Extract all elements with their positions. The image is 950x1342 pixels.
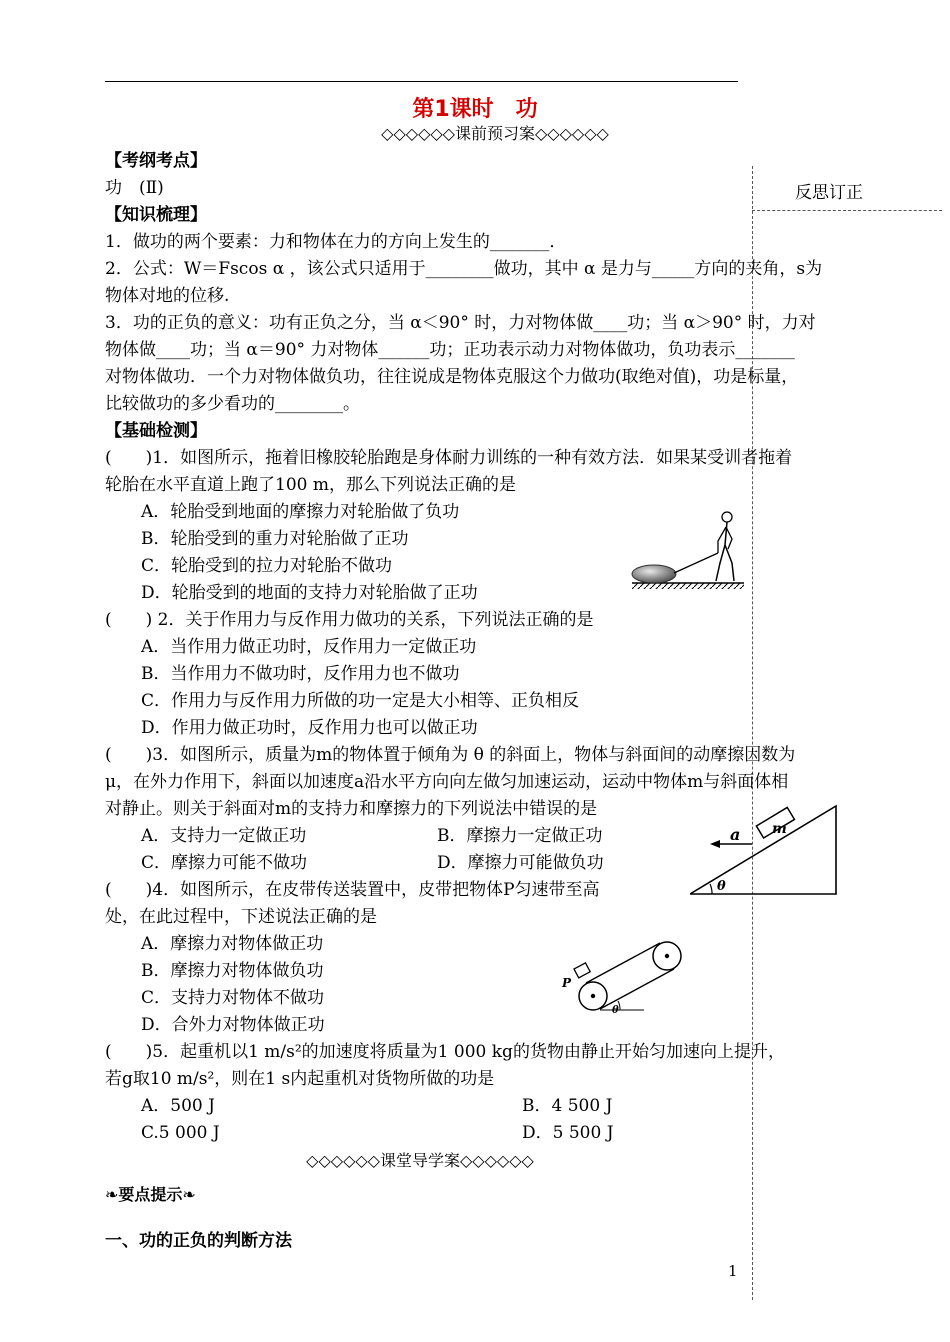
leaf-left-icon: ❧ bbox=[105, 1185, 119, 1204]
knowledge-3b: 物体做____功；当 α＝90° 力对物体______功；正功表示动力对物体做功，负功表示_______ bbox=[105, 340, 795, 360]
conveyor-angle-label: θ bbox=[612, 1005, 619, 1016]
q4-option-d: D．合外力对物体做正功 bbox=[141, 1015, 325, 1035]
q4-stem-b: 处，在此过程中，下述说法正确的是 bbox=[105, 907, 377, 927]
q4-option-b: B．摩擦力对物体做负功 bbox=[141, 961, 324, 981]
in-class-banner: ◇◇◇◇◇◇课堂导学案◇◇◇◇◇◇ bbox=[306, 1151, 534, 1170]
q4-stem-a: ( )4．如图所示，在皮带传送装置中，皮带把物体P匀速带至高 bbox=[105, 880, 600, 900]
q3-stem-c: 对静止。则关于斜面对m的支持力和摩擦力的下列说法中错误的是 bbox=[105, 799, 598, 819]
pre-class-banner: ◇◇◇◇◇◇课前预习案◇◇◇◇◇◇ bbox=[381, 124, 609, 143]
exam-header: 【考纲考点】 bbox=[105, 151, 207, 171]
q5-option-c: C.5 000 J bbox=[141, 1123, 220, 1143]
knowledge-2b: 物体对地的位移. bbox=[105, 286, 230, 306]
q3-option-c: C．摩擦力可能不做功 bbox=[141, 853, 308, 873]
knowledge-3a: 3．功的正负的意义：功有正负之分，当 α＜90° 时，力对物体做____功；当 α＞90° 时，力对 bbox=[105, 313, 816, 333]
object-p-label: P bbox=[562, 976, 572, 990]
q5-option-b: B．4 500 J bbox=[522, 1096, 613, 1116]
q1-stem-b: 轮胎在水平直道上跑了100 m，那么下列说法正确的是 bbox=[105, 475, 516, 495]
basic-header: 【基础检测】 bbox=[105, 421, 207, 441]
q1-option-c: C．轮胎受到的拉力对轮胎不做功 bbox=[141, 556, 393, 576]
q1-option-a: A．轮胎受到地面的摩擦力对轮胎做了负功 bbox=[141, 502, 460, 522]
q5-option-a: A．500 J bbox=[141, 1096, 215, 1116]
q5-option-d: D．5 500 J bbox=[522, 1123, 614, 1143]
q1-stem-a: ( )1．如图所示，拖着旧橡胶轮胎跑是身体耐力训练的一种有效方法．如果某受训者拖着 bbox=[105, 448, 793, 468]
conveyor-figure bbox=[556, 935, 696, 1020]
incline-angle-label: θ bbox=[717, 879, 726, 894]
q5-stem-b: 若g取10 m/s²，则在1 s内起重机对货物所做的功是 bbox=[105, 1069, 495, 1089]
q3-stem-b: μ，在外力作用下，斜面以加速度a沿水平方向向左做匀加速运动，运动中物体m与斜面体相 bbox=[105, 772, 789, 792]
q1-option-b: B．轮胎受到的重力对轮胎做了正功 bbox=[141, 529, 409, 549]
q4-option-a: A．摩擦力对物体做正功 bbox=[141, 934, 324, 954]
key-points-heading: ❧要点提示❧ bbox=[105, 1185, 196, 1204]
q2-stem: ( ) 2．关于作用力与反作用力做功的关系，下列说法正确的是 bbox=[105, 610, 594, 630]
q2-option-a: A．当作用力做正功时，反作用力一定做正功 bbox=[141, 637, 477, 657]
section-1-heading: 一、功的正负的判断方法 bbox=[105, 1231, 292, 1251]
top-rule bbox=[105, 81, 738, 82]
knowledge-2a: 2．公式：W＝Fscos α ，该公式只适用于________做功，其中 α 是力与_____方向的夹角，s为 bbox=[105, 259, 823, 279]
q2-option-c: C．作用力与反作用力所做的功一定是大小相等、正负相反 bbox=[141, 691, 580, 711]
page-number: 1 bbox=[728, 1262, 738, 1280]
acceleration-label: a bbox=[730, 825, 741, 844]
page-title: 第1课时 功 bbox=[412, 97, 538, 122]
leaf-right-icon: ❧ bbox=[182, 1185, 196, 1204]
q4-option-c: C．支持力对物体不做功 bbox=[141, 988, 325, 1008]
q3-stem-a: ( )3．如图所示，质量为m的物体置于倾角为 θ 的斜面上，物体与斜面间的动摩擦因数为 bbox=[105, 745, 796, 765]
knowledge-3c: 对物体做功．一个力对物体做负功，往往说成是物体克服这个力做功(取绝对值)，功是标量， bbox=[105, 367, 799, 387]
side-label: 反思订正 bbox=[795, 183, 863, 203]
tire-drag-figure bbox=[628, 503, 748, 593]
mass-label: m bbox=[772, 821, 787, 837]
knowledge-3d: 比较做功的多少看功的________。 bbox=[105, 394, 360, 414]
q3-option-a: A．支持力一定做正功 bbox=[141, 826, 307, 846]
incline-figure bbox=[690, 800, 840, 898]
q3-option-b: B．摩擦力一定做正功 bbox=[437, 826, 603, 846]
q5-stem-a: ( )5．起重机以1 m/s²的加速度将质量为1 000 kg的货物由静止开始匀加速向上提升， bbox=[105, 1042, 785, 1062]
knowledge-header: 【知识梳理】 bbox=[105, 205, 207, 225]
q2-option-d: D．作用力做正功时，反作用力也可以做正功 bbox=[141, 718, 478, 738]
knowledge-1: 1．做功的两个要素：力和物体在力的方向上发生的_______． bbox=[105, 232, 567, 252]
exam-item: 功 (Ⅱ) bbox=[105, 178, 164, 198]
margin-header-rule bbox=[752, 210, 942, 211]
q3-option-d: D．摩擦力可能做负功 bbox=[437, 853, 604, 873]
q2-option-b: B．当作用力不做功时，反作用力也不做功 bbox=[141, 664, 460, 684]
q1-option-d: D．轮胎受到的地面的支持力对轮胎做了正功 bbox=[141, 583, 478, 603]
